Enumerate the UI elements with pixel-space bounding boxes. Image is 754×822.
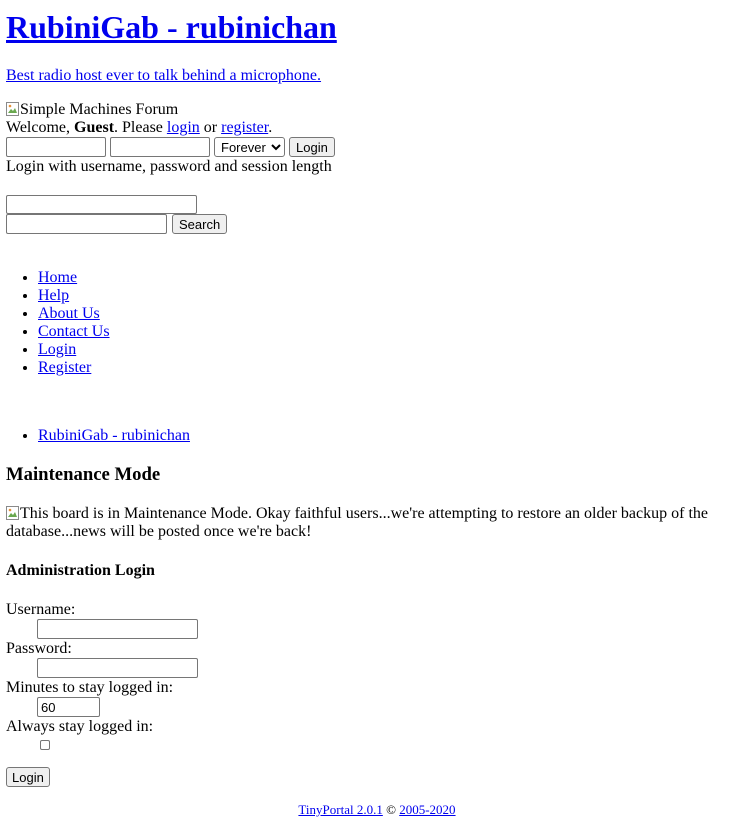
welcome-end: . [268,119,273,136]
admin-password-input[interactable] [37,658,198,678]
welcome-or: or [199,119,222,136]
broken-image-icon [6,505,20,521]
search-input-top[interactable] [6,195,197,214]
smf-logo-alt: Simple Machines Forum [20,101,179,118]
menu-link-help[interactable]: Help [38,287,70,304]
quick-login-username[interactable] [6,137,106,157]
menu-link-login[interactable]: Login [38,341,77,358]
search-form [6,214,227,234]
menu-link-home[interactable]: Home [38,269,78,286]
menu-link-contact[interactable]: Contact Us [38,323,110,340]
welcome-please: . Please [114,119,167,136]
search-button[interactable]: Search [172,214,227,234]
register-link[interactable]: register [221,119,269,136]
menu-item-home [38,269,110,287]
admin-login-title: Administration Login [6,562,155,579]
always-checkbox-wrap [40,737,50,755]
password-field-wrap [37,658,198,678]
breadcrumb [0,427,190,445]
username-label: Username: [6,601,76,618]
session-length-select[interactable] [214,137,285,157]
welcome-prefix: Welcome, [6,119,75,136]
password-label: Password: [6,640,72,657]
smf-logo [6,101,178,119]
menu-link-about[interactable]: About Us [38,305,100,322]
years-link[interactable]: 2005-2020 [399,802,456,817]
maintenance-message-text: This board is in Maintenance Mode. Okay faithful users...we're attempting to restore an older backup of the database...news will be posted once we're back! [6,505,709,540]
menu-item-login [38,341,110,359]
tagline-link[interactable]: Best radio host ever to talk behind a microphone. [6,67,322,84]
welcome-message [6,119,272,137]
quick-login-hint: Login with username, password and session length [6,158,332,175]
search-input[interactable] [6,214,167,234]
breadcrumb-item [38,427,190,445]
quick-login-form [6,137,335,157]
always-label: Always stay logged in: [6,718,154,735]
tinyportal-link[interactable]: TinyPortal 2.0.1 [298,802,383,817]
minutes-field-wrap [37,697,100,717]
menu-item-register [38,359,110,377]
menu-item-about [38,305,110,323]
admin-username-input[interactable] [37,619,198,639]
maintenance-title: Maintenance Mode [6,464,161,485]
main-menu [0,269,110,377]
guest-name: Guest [74,119,115,136]
menu-item-contact [38,323,110,341]
site-title-link[interactable]: RubiniGab - rubinichan [6,9,337,45]
minutes-label: Minutes to stay logged in: [6,679,174,696]
admin-login-submit-wrap [6,767,50,787]
footer-copyright: © [382,802,400,817]
site-title [6,9,337,45]
maintenance-message [6,505,736,541]
menu-item-help [38,287,110,305]
minutes-input[interactable] [37,697,100,717]
login-link[interactable]: login [166,119,200,136]
breadcrumb-link-home[interactable]: RubiniGab - rubinichan [38,427,190,444]
quick-login-password[interactable] [110,137,210,157]
username-field-wrap [37,619,198,639]
footer [0,802,754,818]
search-field-top [6,195,197,214]
admin-login-button[interactable]: Login [6,767,50,787]
broken-image-icon [6,101,20,117]
menu-link-register[interactable]: Register [38,359,92,376]
always-logged-in-checkbox[interactable] [40,740,50,750]
tagline [6,67,321,85]
quick-login-button[interactable]: Login [289,137,335,157]
